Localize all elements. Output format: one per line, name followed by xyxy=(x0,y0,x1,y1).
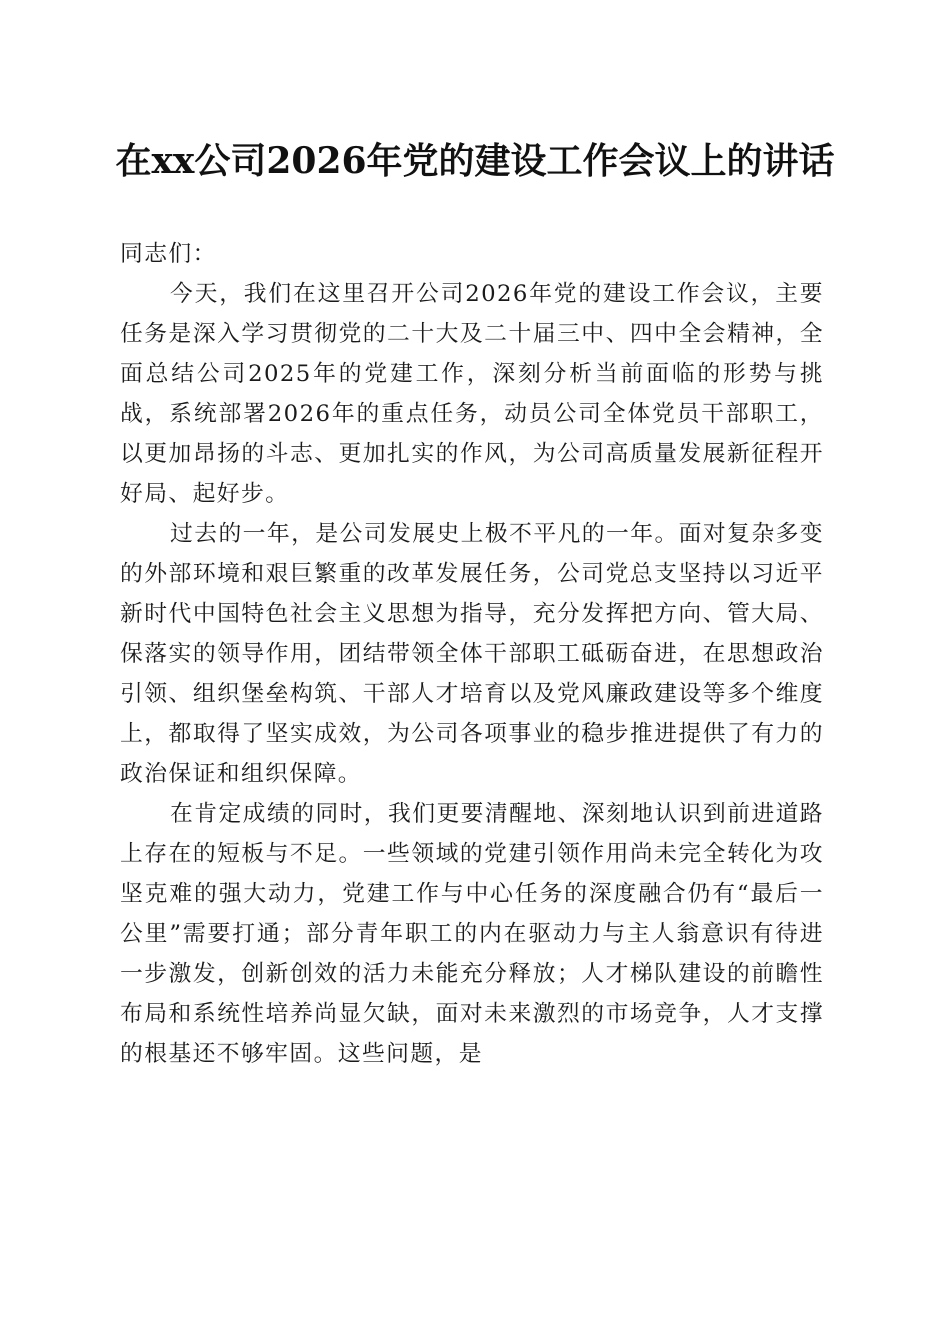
paragraph-review: 过去的一年，是公司发展史上极不平凡的一年。面对复杂多变的外部环境和艰巨繁重的改革发展任务，公司党总支坚持以习近平新时代中国特色社会主义思想为指导，充分发挥把方向、管大局、保落实的领导作用，团结带领全体干部职工砥砺奋进，在思想政治引领、组织堡垒构筑、干部人才培育以及党风廉政建设等多个维度上，都取得了坚实成效，为公司各项事业的稳步推进提供了有力的政治保证和组织保障。 xyxy=(120,521,824,787)
document-title: 在xx公司2026年党的建设工作会议上的讲话 xyxy=(115,140,835,182)
document-body xyxy=(120,234,824,1074)
paragraph-opening: 今天，我们在这里召开公司2026年党的建设工作会议，主要任务是深入学习贯彻党的二十大及二十届三中、四中全会精神，全面总结公司2025年的党建工作，深刻分析当前面临的形势与挑战，系统部署2026年的重点任务，动员公司全体党员干部职工，以更加昂扬的斗志、更加扎实的作风，为公司高质量发展新征程开好局、起好步。 xyxy=(120,281,824,507)
paragraph-shortcomings: 在肯定成绩的同时，我们更要清醒地、深刻地认识到前进道路上存在的短板与不足。一些领域的党建引领作用尚未完全转化为攻坚克难的强大动力，党建工作与中心任务的深度融合仍有“最后一公里”需要打通；部分青年职工的内在驱动力与主人翁意识有待进一步激发，创新创效的活力未能充分释放；人才梯队建设的前瞻性布局和系统性培养尚显欠缺，面对未来激烈的市场竞争，人才支撑的根基还不够牢固。这些问题，是 xyxy=(120,801,824,1067)
greeting: 同志们： xyxy=(120,241,217,267)
